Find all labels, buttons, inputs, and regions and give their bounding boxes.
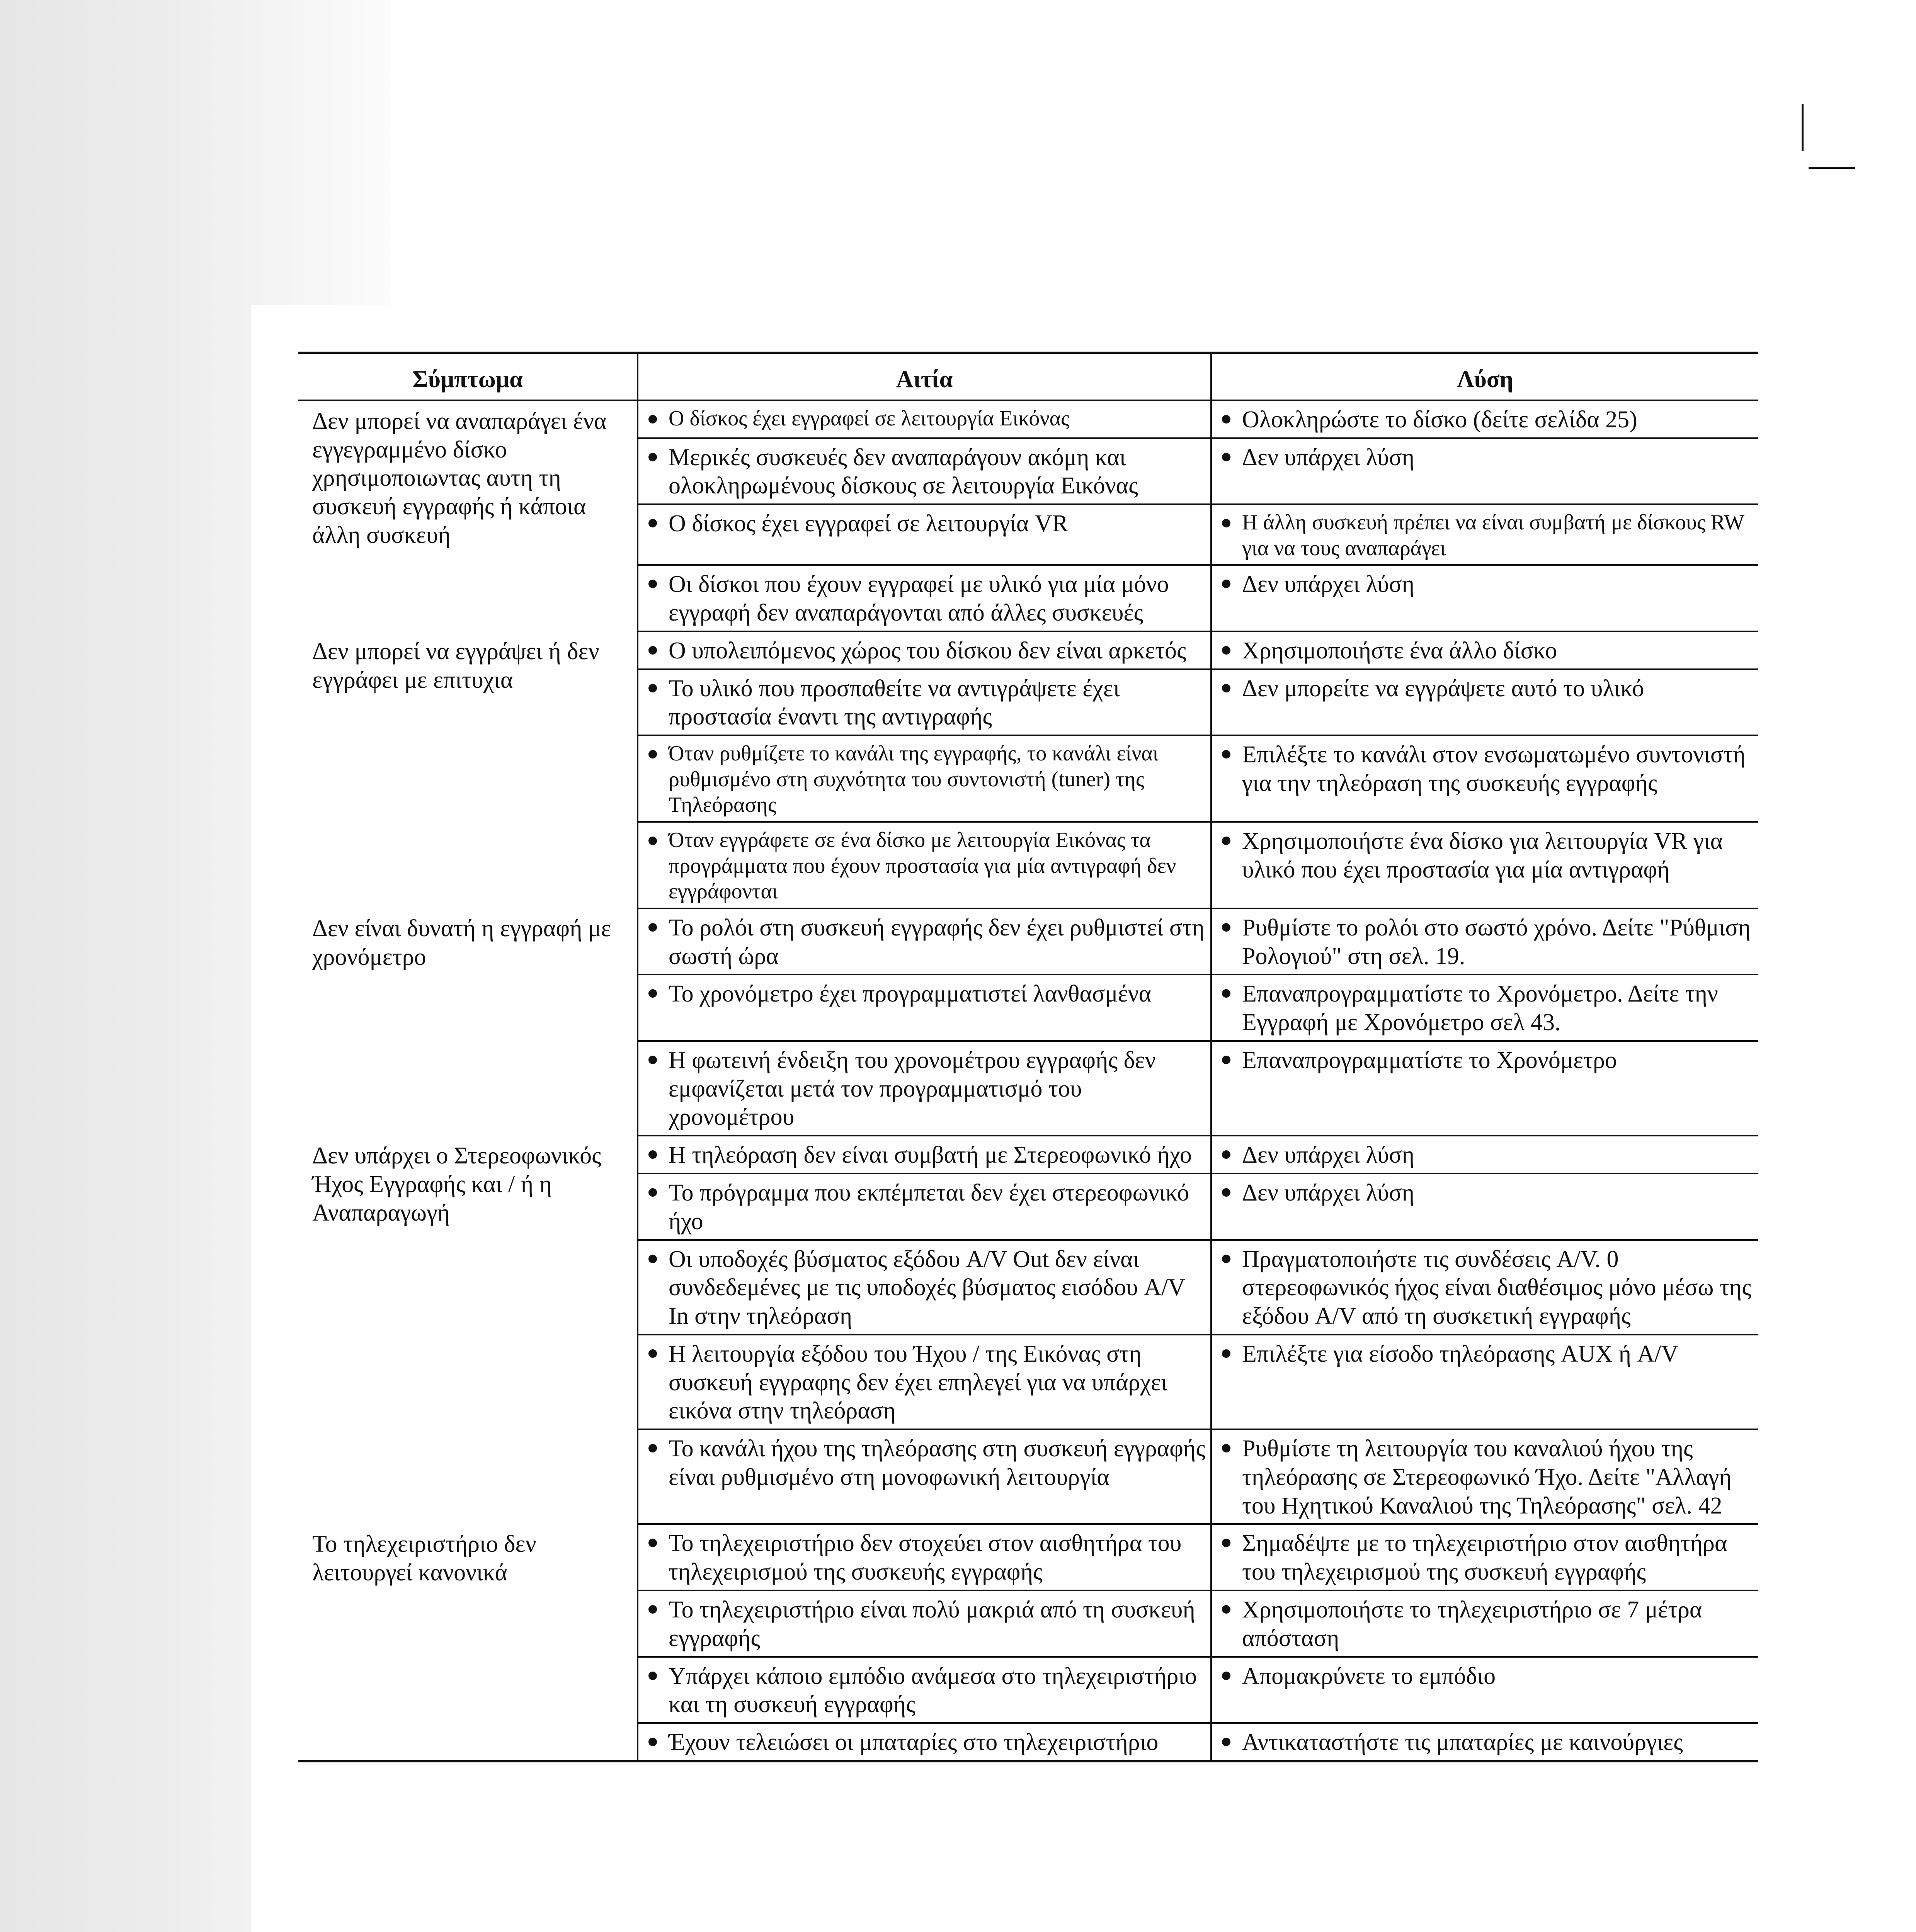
cause-cell <box>638 504 1211 565</box>
bullet-icon <box>1222 1672 1230 1680</box>
crop-mark-top-horizontal <box>1809 167 1855 169</box>
cause-text: Ο δίσκος έχει εγγραφεί σε λειτουργία Εικόνας <box>669 406 1070 430</box>
bullet-icon <box>1222 415 1230 423</box>
bullet-icon <box>648 1150 657 1159</box>
symptom-cell <box>298 1524 638 1761</box>
bullet-icon <box>1222 453 1230 461</box>
solution-text: Απομακρύνετε το εμπόδιο <box>1242 1663 1496 1689</box>
solution-cell <box>1211 1173 1758 1240</box>
bullet-icon <box>1222 1188 1230 1197</box>
solution-cell <box>1211 1590 1758 1657</box>
bullet-icon <box>648 1539 657 1547</box>
bullet-icon <box>1222 1255 1230 1263</box>
solution-cell <box>1211 669 1758 736</box>
bullet-icon <box>648 580 657 588</box>
cause-text: Όταν ρυθμίζετε το κανάλι της εγγραφής, το κανάλι είναι ρυθμισμένο στη συχνότητα του συντονιστή (tuner) της Τηλεόρασης <box>669 742 1159 817</box>
bullet-icon <box>1222 580 1230 588</box>
solution-text: Χρησιμοποιήστε ένα άλλο δίσκο <box>1242 637 1557 664</box>
cause-cell <box>638 1590 1211 1657</box>
bullet-icon <box>1222 646 1230 655</box>
solution-text: Δεν μπορείτε να εγγράψετε αυτό το υλικό <box>1242 675 1644 702</box>
cause-cell <box>638 1240 1211 1335</box>
solution-cell <box>1211 975 1758 1041</box>
solution-cell <box>1211 1335 1758 1429</box>
bullet-icon <box>648 837 657 845</box>
symptom-cell <box>298 1136 638 1524</box>
symptom-cell <box>298 631 638 908</box>
solution-cell <box>1211 1657 1758 1723</box>
solution-cell <box>1211 438 1758 505</box>
solution-text: Επαναπρογραμματίστε το Χρονόμετρο <box>1242 1047 1617 1073</box>
cause-cell <box>638 669 1211 736</box>
bullet-icon <box>648 684 657 692</box>
solution-text: Δεν υπάρχει λύση <box>1242 1180 1415 1206</box>
cause-text: Ο δίσκος έχει εγγραφεί σε λειτουργία VR <box>669 510 1069 537</box>
bullet-icon <box>1222 1056 1230 1064</box>
header-cause: Αιτία <box>638 353 1211 400</box>
bullet-icon <box>648 415 657 423</box>
symptom-cell <box>298 908 638 1136</box>
cause-text: Η φωτεινή ένδειξη του χρονομέτρου εγγραφής δεν εμφανίζεται μετά τον προγραμματισμό του χρονομέτρου <box>669 1047 1156 1131</box>
solution-text: Χρησιμοποιήστε το τηλεχειριστήριο σε 7 μέτρα απόσταση <box>1242 1596 1702 1651</box>
bullet-icon <box>1222 989 1230 998</box>
solution-cell <box>1211 1240 1758 1335</box>
header-solution: Λύση <box>1211 353 1758 400</box>
cause-cell <box>638 735 1211 822</box>
cause-text: Η λειτουργία εξόδου του Ήχου / της Εικόνας στη συσκευή εγγραφης δεν έχει επηλεγεί για να υπάρχει εικόνα στην τηλεόραση <box>669 1340 1167 1424</box>
bullet-icon <box>1222 1150 1230 1159</box>
solution-text: Πραγματοποιήστε τις συνδέσεις A/V. 0 στερεοφωνικός ήχος είναι διαθέσιμος μόνο μέσω της εξόδου A/V από τη συσκετική εγγραφής <box>1242 1246 1751 1330</box>
bullet-icon <box>648 989 657 998</box>
bullet-icon <box>648 1444 657 1452</box>
solution-cell <box>1211 735 1758 822</box>
solution-text: Ρυθμίστε τη λειτουργία του καναλιού ήχου της τηλεόρασης σε Στερεοφωνικό Ήχο. Δείτε "Αλλαγή του Ηχητικού Καναλιού της Τηλεόρασης" σελ. 42 <box>1242 1435 1732 1519</box>
symptom-text: Δεν υπάρχει ο Στερεοφωνικός Ήχος Εγγραφής και / ή η Αναπαραγωγή <box>312 1143 601 1226</box>
cause-text: Το τηλεχειριστήριο δεν στοχεύει στον αισθητήρα του τηλεχειρισμού της συσκευής εγγραφής <box>669 1530 1182 1585</box>
symptom-cell <box>298 400 638 631</box>
cause-text: Ο υπολειπόμενος χώρος του δίσκου δεν είναι αρκετός <box>669 637 1186 664</box>
cause-cell <box>638 565 1211 631</box>
bullet-icon <box>648 1349 657 1358</box>
bullet-icon <box>648 1255 657 1263</box>
solution-cell <box>1211 631 1758 669</box>
cause-cell <box>638 1657 1211 1723</box>
cause-cell <box>638 822 1211 908</box>
solution-text: Δεν υπάρχει λύση <box>1242 444 1415 471</box>
cause-text: Η τηλεόραση δεν είναι συμβατή με Στερεοφωνικό ήχο <box>669 1142 1192 1168</box>
cause-text: Οι υποδοχές βύσματος εξόδου A/V Out δεν είναι συνδεδεμένες με τις υποδοχές βύσματος εισόδου A/V In στην τηλεόραση <box>669 1246 1185 1330</box>
solution-cell <box>1211 1429 1758 1524</box>
cause-cell <box>638 1041 1211 1136</box>
cause-text: Το κανάλι ήχου της τηλεόρασης στη συσκευή εγγραφής είναι ρυθμισμένο στη μονοφωνική λειτουργία <box>669 1435 1205 1490</box>
bullet-icon <box>648 1672 657 1680</box>
table-row <box>298 1524 1758 1590</box>
solution-text: Επιλέξτε για είσοδο τηλεόρασης AUX ή A/V <box>1242 1340 1679 1367</box>
cause-cell <box>638 1723 1211 1761</box>
symptom-text: Το τηλεχειριστήριο δεν λειτουργεί κανονικά <box>312 1531 536 1586</box>
bullet-icon <box>1222 750 1230 759</box>
solution-text: Δεν υπάρχει λύση <box>1242 1142 1415 1168</box>
solution-cell <box>1211 822 1758 908</box>
bullet-icon <box>1222 837 1230 845</box>
cause-cell <box>638 400 1211 438</box>
solution-cell <box>1211 565 1758 631</box>
solution-text: Δεν υπάρχει λύση <box>1242 571 1415 598</box>
table-row <box>298 908 1758 975</box>
bullet-icon <box>1222 1349 1230 1358</box>
solution-text: Σημαδέψτε με το τηλεχειριστήριο στον αισθητήρα του τηλεχειρισμού της συσκευή εγγραφής <box>1242 1530 1727 1585</box>
cause-text: Το πρόγραμμα που εκπέμπεται δεν έχει στερεοφωνικό ήχο <box>669 1180 1189 1235</box>
solution-cell <box>1211 1723 1758 1761</box>
troubleshooting-table <box>298 352 1758 1762</box>
solution-cell <box>1211 1041 1758 1136</box>
cause-text: Έχουν τελειώσει οι μπαταρίες στο τηλεχειριστήριο <box>669 1729 1159 1756</box>
bullet-icon <box>1222 519 1230 527</box>
bullet-icon <box>1222 1605 1230 1614</box>
solution-text: Επαναπρογραμματίστε το Χρονόμετρο. Δείτε την Εγγραφή με Χρονόμετρο σελ 43. <box>1242 981 1718 1036</box>
cause-cell <box>638 1429 1211 1524</box>
cause-cell <box>638 1173 1211 1240</box>
bullet-icon <box>1222 1444 1230 1452</box>
bullet-icon <box>648 1056 657 1064</box>
cause-cell <box>638 438 1211 505</box>
bullet-icon <box>1222 684 1230 692</box>
cause-text: Το ρολόι στη συσκευή εγγραφής δεν έχει ρυθμιστεί στη σωστή ώρα <box>669 914 1205 969</box>
cause-text: Οι δίσκοι που έχουν εγγραφεί με υλικό για μία μόνο εγγραφή δεν αναπαράγονται από άλλες συσκευές <box>669 571 1169 626</box>
table-row <box>298 631 1758 669</box>
cause-text: Το υλικό που προσπαθείτε να αντιγράψετε έχει προστασία έναντι της αντιγραφής <box>669 675 1120 730</box>
bullet-icon <box>1222 1539 1230 1547</box>
symptom-text: Δεν μπορεί να εγγράψει ή δεν εγγράφει με επιτυχια <box>312 638 599 693</box>
bullet-icon <box>648 453 657 461</box>
bullet-icon <box>648 750 657 759</box>
cause-cell <box>638 908 1211 975</box>
cause-cell <box>638 631 1211 669</box>
cause-cell <box>638 1335 1211 1429</box>
table-row <box>298 400 1758 438</box>
crop-mark-top-vertical <box>1802 104 1804 151</box>
cause-text: Το τηλεχειριστήριο είναι πολύ μακριά από τη συσκευή εγγραφής <box>669 1596 1195 1651</box>
cause-cell <box>638 1136 1211 1173</box>
solution-cell <box>1211 504 1758 565</box>
cause-text: Όταν εγγράφετε σε ένα δίσκο με λειτουργία Εικόνας τα προγράμματα που έχουν προστασία για μία αντιγραφή δεν εγγράφονται <box>669 828 1176 904</box>
solution-text: Η άλλη συσκευή πρέπει να είναι συμβατή με δίσκους RW για να τους αναπαράγει <box>1242 510 1744 560</box>
cause-text: Υπάρχει κάποιο εμπόδιο ανάμεσα στο τηλεχειριστήριο και τη συσκευή εγγραφής <box>669 1663 1197 1718</box>
bullet-icon <box>648 519 657 527</box>
bullet-icon <box>648 923 657 932</box>
cause-text: Το χρονόμετρο έχει προγραμματιστεί λανθασμένα <box>669 981 1152 1007</box>
bullet-icon <box>648 1605 657 1614</box>
table-row <box>298 1136 1758 1173</box>
solution-text: Χρησιμοποιήστε ένα δίσκο για λειτουργία VR για υλικό που έχει προστασία για μία αντιγραφή <box>1242 828 1723 883</box>
symptom-text: Δεν μπορεί να αναπαράγει ένα εγγεγραμμένο δίσκο χρησιμοποιωντας αυτη τη συσκευή εγγραφής ή κάποια άλλη συσκευή <box>312 408 607 548</box>
solution-text: Αντικαταστήστε τις μπαταρίες με καινούργιες <box>1242 1729 1683 1756</box>
bullet-icon <box>648 646 657 655</box>
solution-text: Ολοκληρώστε το δίσκο (δείτε σελίδα 25) <box>1242 406 1637 433</box>
cause-cell <box>638 1524 1211 1590</box>
solution-cell <box>1211 908 1758 975</box>
cause-text: Μερικές συσκευές δεν αναπαράγουν ακόμη και ολοκληρωμένους δίσκους σε λειτουργία Εικόνας <box>669 444 1138 499</box>
bullet-icon <box>648 1188 657 1197</box>
cause-cell <box>638 975 1211 1041</box>
solution-cell <box>1211 1524 1758 1590</box>
solution-text: Επιλέξτε το κανάλι στον ενσωματωμένο συντονιστή για την τηλεόραση της συσκευής εγγραφής <box>1242 742 1746 796</box>
solution-cell <box>1211 1136 1758 1173</box>
header-symptom: Σύμπτωμα <box>298 353 638 400</box>
symptom-text: Δεν είναι δυνατή η εγγραφή με χρονόμετρο <box>312 915 611 970</box>
bullet-icon <box>1222 1738 1230 1746</box>
bullet-icon <box>648 1738 657 1746</box>
solution-text: Ρυθμίστε το ρολόι στο σωστό χρόνο. Δείτε "Ρύθμιση Ρολογιού" στη σελ. 19. <box>1242 914 1751 969</box>
bullet-icon <box>1222 923 1230 932</box>
solution-cell <box>1211 400 1758 438</box>
table-header-row <box>298 353 1758 400</box>
